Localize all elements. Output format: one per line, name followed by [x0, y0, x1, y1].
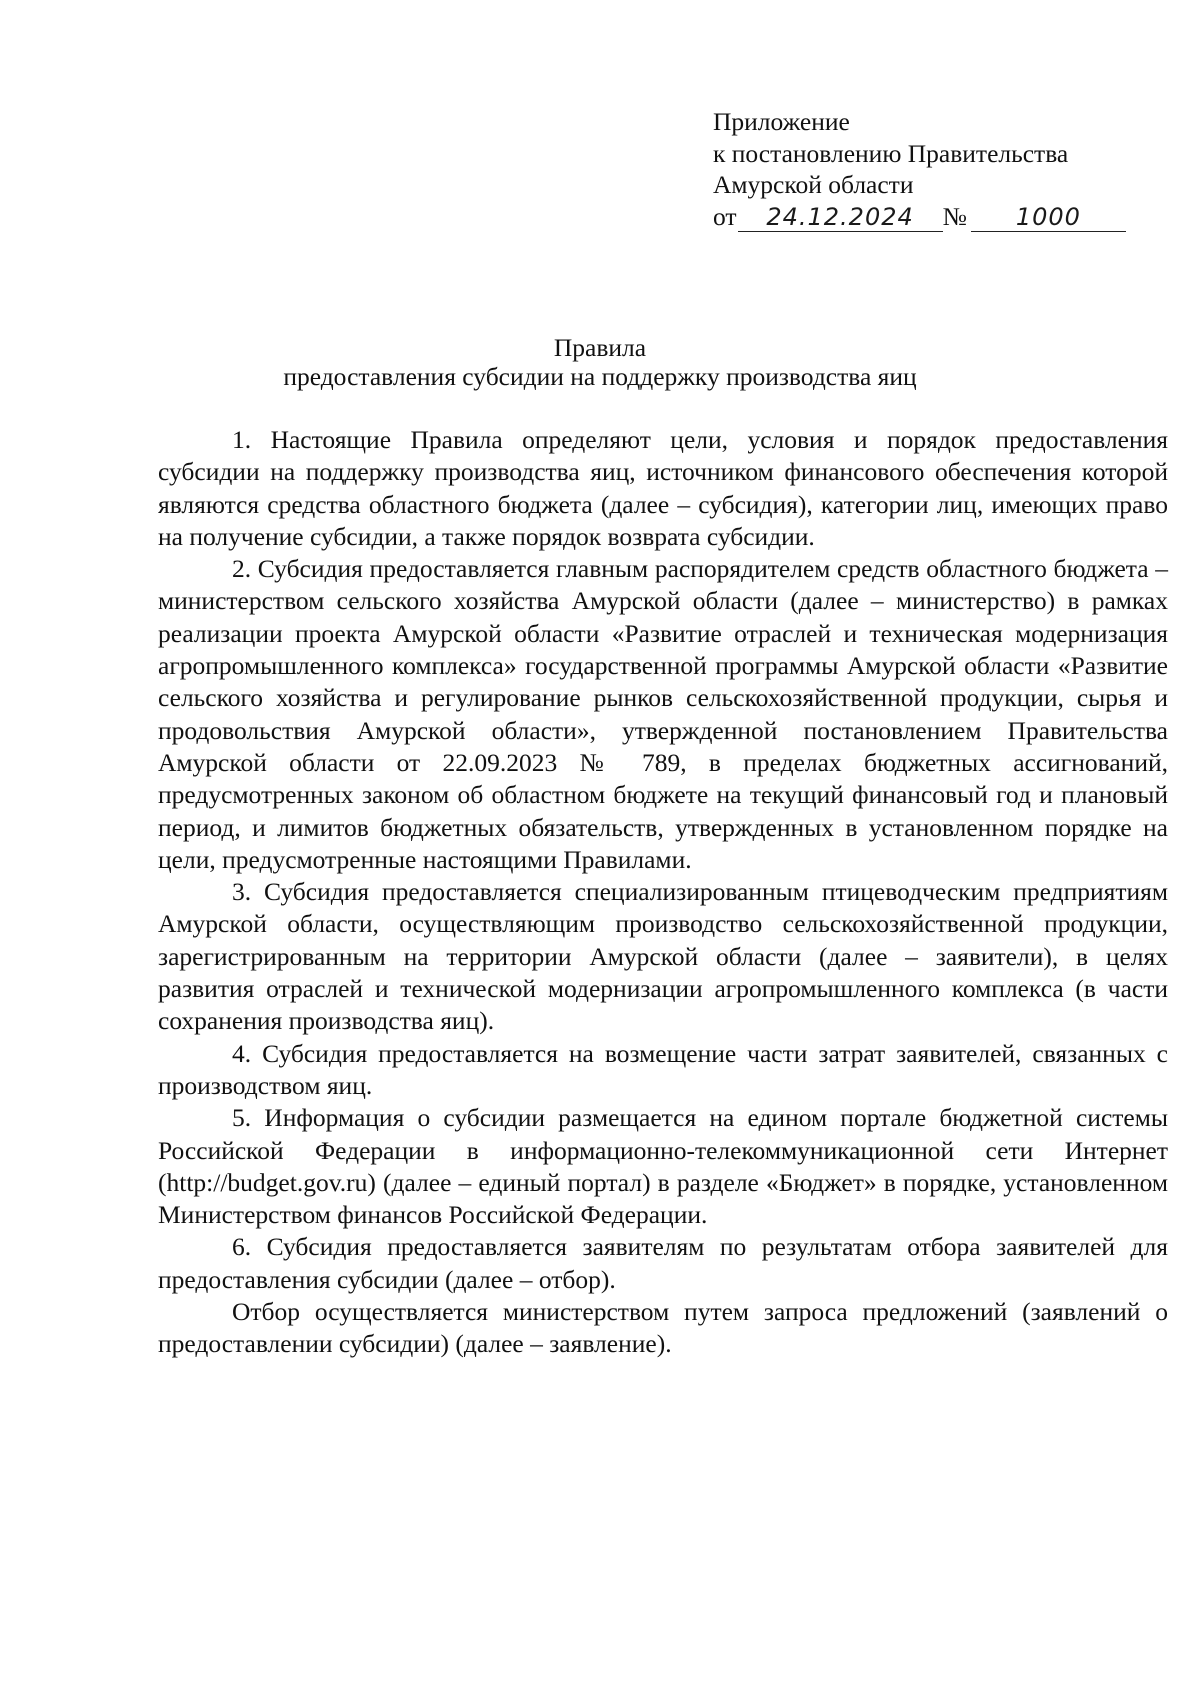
appendix-region: Амурской области	[713, 170, 914, 199]
paragraph-1: 1. Настоящие Правила определяют цели, условия и порядок предоставления субсидии на поддержку производства яиц, источником финансового обеспечения которой являются средства областного бюджета (далее – субсидия), категории лиц, имеющих право на получение субсидии, а также порядок возврата субсидии.	[158, 425, 1168, 551]
paragraph-6: 6. Субсидия предоставляется заявителям по результатам отбора заявителей для предоставления субсидии (далее – отбор).	[158, 1232, 1168, 1294]
appendix-heading: Приложение	[713, 107, 850, 136]
document-body	[158, 424, 1168, 1361]
appendix-date-number-line	[713, 201, 1153, 233]
handwritten-number: 1000	[971, 205, 1126, 232]
paragraph-6-continued: Отбор осуществляется министерством путем запроса предложений (заявлений о предоставлении субсидии) (далее – заявление).	[158, 1297, 1168, 1359]
handwritten-date: 24.12.2024	[738, 205, 943, 232]
paragraph-3: 3. Субсидия предоставляется специализированным птицеводческим предприятиям Амурской области, осуществляющим производство сельскохозяйственной продукции, зарегистрированным на территории Амурской области (далее – заявители), в целях развития отраслей и технической модернизации агропромышленного комплекса (в части сохранения производства яиц).	[158, 877, 1168, 1036]
date-prefix: от	[713, 201, 737, 231]
paragraph-4: 4. Субсидия предоставляется на возмещение части затрат заявителей, связанных с производством яиц.	[158, 1038, 1168, 1100]
paragraph-5: 5. Информация о субсидии размещается на едином портале бюджетной системы Российской Федерации в информационно-телекоммуникационной сети Интернет (http://budget.gov.ru) (далее – единый портал) в разделе «Бюджет» в порядке, установленном Министерством финансов Российской Федерации.	[158, 1103, 1168, 1230]
paragraph-2: 2. Субсидия предоставляется главным распорядителем средств областного бюджета – министерством сельского хозяйства Амурской области (далее – министерство) в рамках реализации проекта Амурской области «Развитие отраслей и техническая модернизация агропромышленного комплекса» государственной программы Амурской области «Развитие сельского хозяйства и регулирование рынков сельскохозяйственной продукции, сырья и продовольствия Амурской области», утвержденной постановлением Правительства Амурской области от 22.09.2023 № 789, в пределах бюджетных ассигнований, предусмотренных законом об областном бюджете на текущий финансовый год и плановый период, и лимитов бюджетных обязательств, утвержденных в установленном порядке на цели, предусмотренные настоящими Правилами.	[158, 554, 1168, 874]
number-prefix: №	[942, 201, 967, 231]
appendix-reference: к постановлению Правительства	[713, 138, 1069, 168]
appendix-block	[713, 106, 1153, 232]
document-subtitle: предоставления субсидии на поддержку производства яиц	[283, 362, 917, 391]
document-title: Правила	[553, 333, 647, 362]
